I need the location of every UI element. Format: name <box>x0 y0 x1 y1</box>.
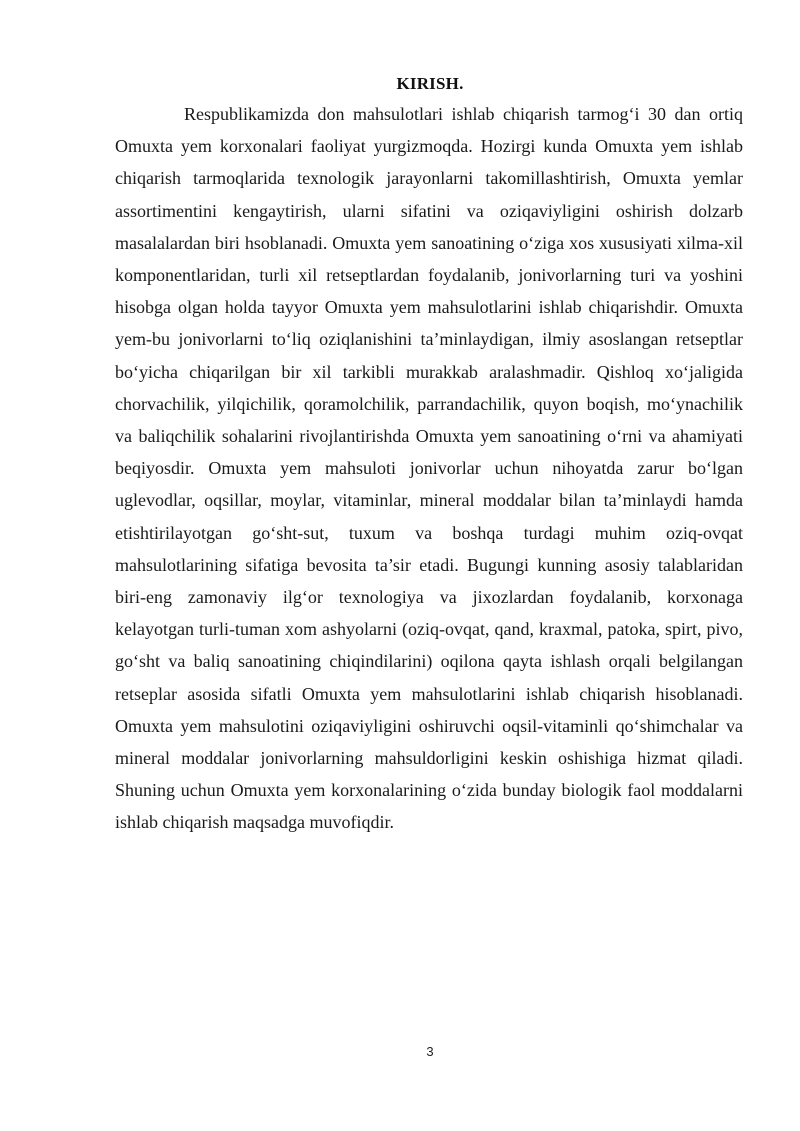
page-number: 3 <box>426 1044 434 1059</box>
section-heading: KIRISH. <box>396 74 464 93</box>
body-paragraph: Respublikamizda don mahsulotlari ishlab chiqarish tarmog‘i 30 dan ortiq Omuxta yem korxonalari faoliyat yurgizmoqda. Hozirgi kunda Omuxta yem ishlab chiqarish tarmoqlarida texnologik jarayonlarni takomillashtirish, Omuxta yemlar assortimentini kengaytirish, ularni sifatini va oziqaviyligini oshirish dolzarb masalalardan biri hsoblanadi. Omuxta yem sanoatining o‘ziga xos xususiyati xilma-xil komponentlaridan, turli xil retseptlardan foydalanib, jonivorlarning turi va yoshini hisobga olgan holda tayyor Omuxta yem mahsulotlarini ishlab chiqarishdir. Omuxta yem-bu jonivorlarni to‘liq oziqlanishini ta’minlaydigan, ilmiy asoslangan retseptlar bo‘yicha chiqarilgan bir xil tarkibli murakkab aralashmadir. Qishloq xo‘jaligida chorvachilik, yilqichilik, qoramolchilik, parrandachilik, quyon boqish, mo‘ynachilik va baliqchilik sohalarini rivojlantirishda Omuxta yem sanoatining o‘rni va ahamiyati beqiyosdir. Omuxta yem mahsuloti jonivorlar uchun nihoyatda zarur bo‘lgan uglevodlar, oqsillar, moylar, vitaminlar, mineral moddalar bilan ta’minlaydi hamda etishtirilayotgan go‘sht-sut, tuxum va boshqa turdagi muhim oziq-ovqat mahsulotlarining sifatiga bevosita ta’sir etadi. Bugungi kunning asosiy talablaridan biri-eng zamonaviy ilg‘or texnologiya va jixozlardan foydalanib, korxonaga kelayotgan turli-tuman xom ashyolarni (oziq-ovqat, qand, kraxmal, patoka, spirt, pivo, go‘sht va baliq sanoatining chiqindilarini) oqilona qayta ishlash orqali belgilangan retseplar asosida sifatli Omuxta yem mahsulotlarini ishlab chiqarish hisoblanadi. Omuxta yem mahsulotini oziqaviyligini oshiruvchi oqsil-vitaminli qo‘shimchalar va mineral moddalar jonivorlarning mahsuldorligini keskin oshishiga hizmat qiladi. Shuning uchun Omuxta yem korxonalarining o‘zida bunday biologik faol moddalarni ishlab chiqarish maqsadga muvofiqdir. <box>115 104 743 833</box>
